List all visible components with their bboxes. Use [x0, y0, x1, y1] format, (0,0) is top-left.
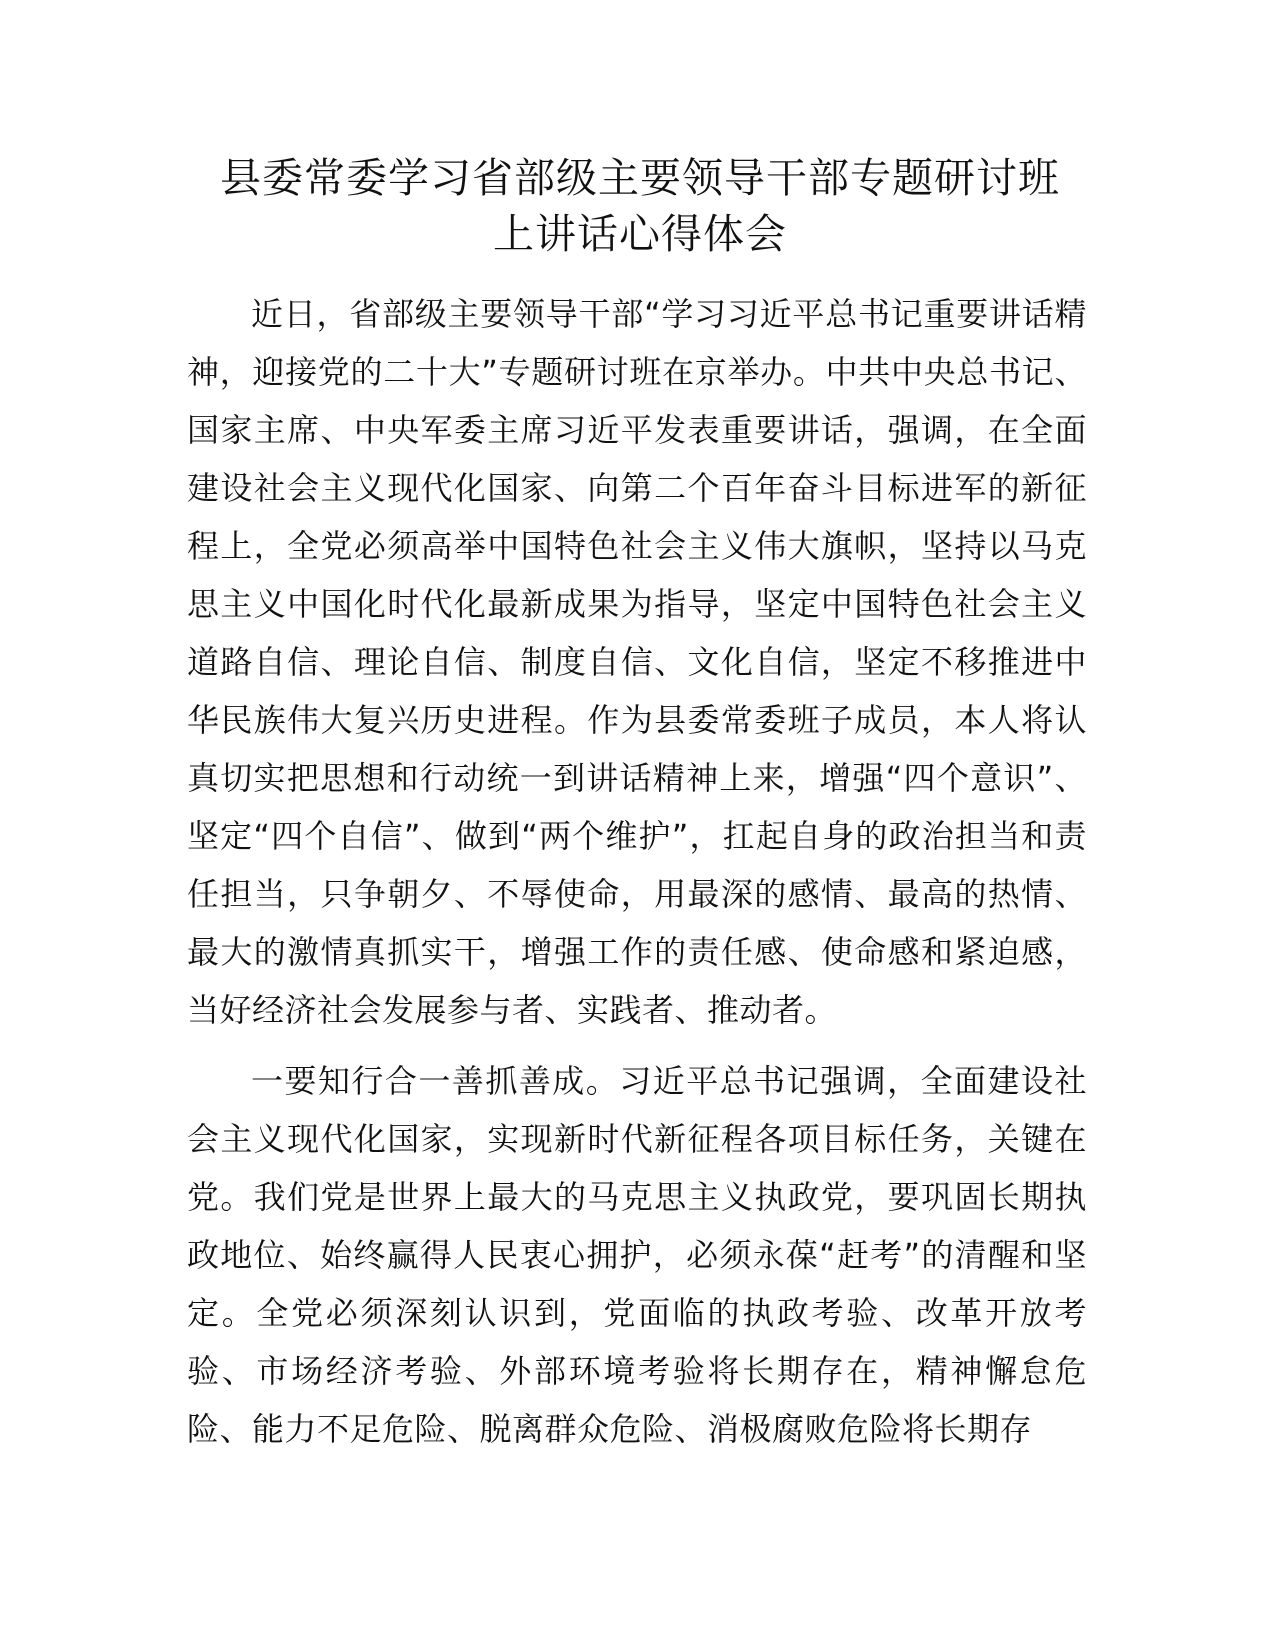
document-title — [170, 150, 1110, 262]
paragraph-point-one: 一要知行合一善抓善成。习近平总书记强调，全面建设社会主义现代化国家，实现新时代新征程各项目标任务，关键在党。我们党是世界上最大的马克思主义执政党，要巩固长期执政地位、始终赢得人民衷心拥护，必须永葆“赶考”的清醒和坚定。全党必须深刻认识到，党面临的执政考验、改革开放考验、市场经济考验、外部环境考验将长期存在，精神懈怠危险、能力不足危险、脱离群众危险、消极腐败危险将长期存 — [187, 1062, 1087, 1448]
title-line-1: 县委常委学习省部级主要领导干部专题研讨班 — [220, 154, 1060, 202]
paragraph-intro: 近日，省部级主要领导干部“学习习近平总书记重要讲话精神，迎接党的二十大”专题研讨班在京举办。中共中央总书记、国家主席、中央军委主席习近平发表重要讲话，强调，在全面建设社会主义现代化国家、向第二个百年奋斗目标进军的新征程上，全党必须高举中国特色社会主义伟大旗帜，坚持以马克思主义中国化时代化最新成果为指导，坚定中国特色社会主义道路自信、理论自信、制度自信、文化自信，坚定不移推进中华民族伟大复兴历史进程。作为县委常委班子成员，本人将认真切实把思想和行动统一到讲话精神上来，增强“四个意识”、坚定“四个自信”、做到“两个维护”，扛起自身的政治担当和责任担当，只争朝夕、不辱使命，用最深的感情、最高的热情、最大的激情真抓实干，增强工作的责任感、使命感和紧迫感，当好经济社会发展参与者、实践者、推动者。 — [187, 295, 1087, 1029]
document-body — [187, 285, 1087, 1471]
title-line-2: 上讲话心得体会 — [493, 210, 787, 258]
